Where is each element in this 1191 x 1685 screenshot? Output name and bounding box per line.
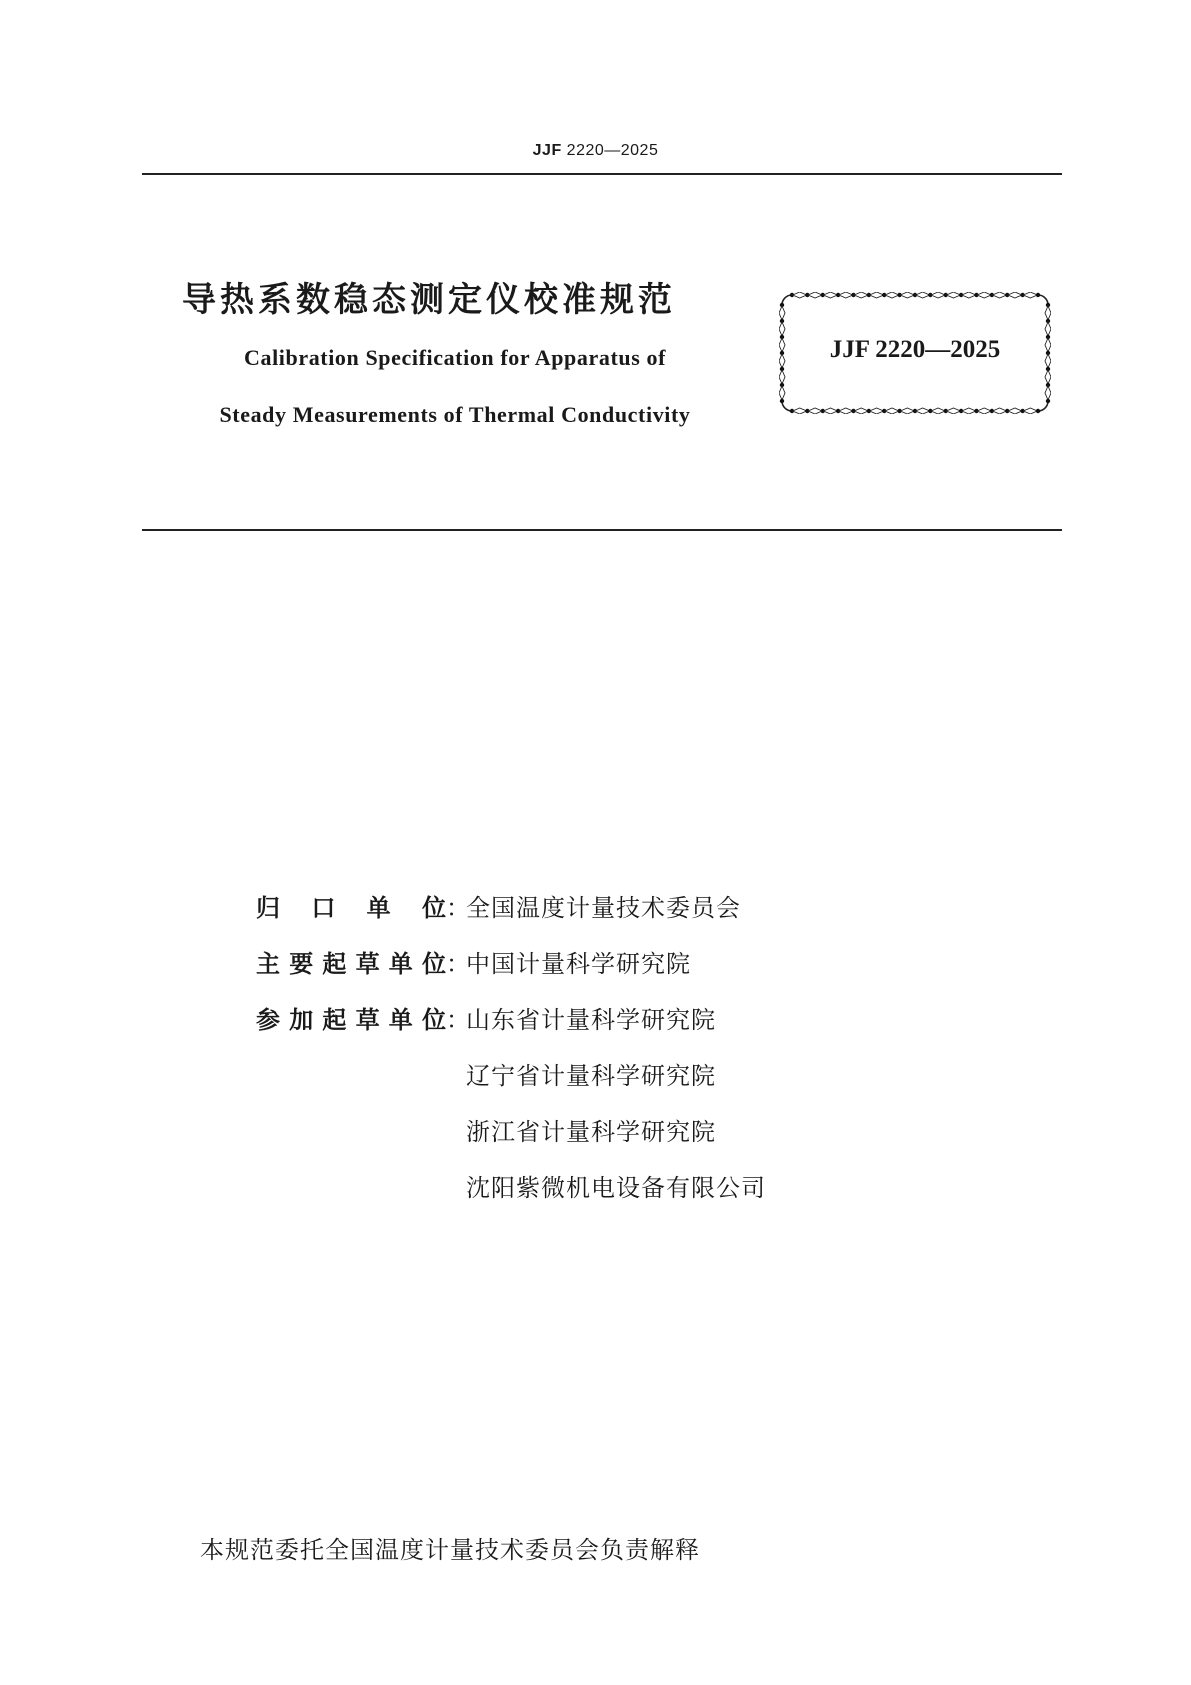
border-diamond: [1045, 322, 1051, 336]
unit-label-empty: [256, 1104, 446, 1160]
border-diamond: [900, 292, 914, 298]
unit-label: [256, 880, 446, 936]
border-diamond: [977, 292, 991, 298]
unit-value: 浙江省计量科学研究院: [466, 1118, 716, 1146]
border-diamond: [1045, 306, 1051, 320]
border-diamond: [931, 408, 945, 414]
unit-label-char: 单: [366, 894, 391, 922]
unit-label-empty: [256, 1048, 446, 1104]
border-diamond: [993, 408, 1007, 414]
unit-label-char: 主: [256, 950, 280, 978]
unit-label: [256, 936, 446, 992]
unit-row: [256, 880, 766, 936]
code-box: [779, 292, 1051, 414]
unit-label-char: 草: [355, 950, 380, 978]
border-diamond: [916, 292, 930, 298]
unit-colon: ：: [446, 1006, 470, 1034]
unit-label-char: 要: [289, 950, 314, 978]
unit-row: [256, 936, 766, 992]
unit-colon-empty: [446, 1160, 466, 1216]
unit-label-char: 起: [322, 950, 347, 978]
border-dot: [1036, 409, 1040, 413]
title-english-line1: Calibration Specification for Apparatus of: [243, 345, 667, 370]
unit-row: [256, 1104, 766, 1160]
unit-row: [256, 992, 766, 1048]
border-diamond: [870, 408, 884, 414]
border-diamond: [793, 292, 807, 298]
unit-label-char: 位: [421, 950, 446, 978]
footer-note: 本规范委托全国温度计量技术委员会负责解释: [200, 1536, 700, 1564]
top-rule: [142, 173, 1062, 175]
border-diamond: [793, 408, 807, 414]
border-diamond: [1045, 386, 1051, 400]
border-diamond: [839, 292, 853, 298]
border-diamond: [1023, 292, 1037, 298]
border-diamond: [779, 306, 785, 320]
title-chinese: 导热系数稳态测定仪校准规范: [182, 280, 676, 320]
unit-colon: ：: [446, 950, 470, 978]
unit-label-char: 单: [388, 950, 413, 978]
unit-value: 全国温度计量技术委员会: [466, 894, 741, 922]
unit-value: 中国计量科学研究院: [466, 950, 691, 978]
unit-colon-empty: [446, 1048, 466, 1104]
unit-label-char: 归: [256, 894, 280, 922]
unit-value: 沈阳紫微机电设备有限公司: [466, 1174, 766, 1202]
border-dot: [1046, 399, 1050, 403]
code-box-text: JJF 2220—2025: [829, 336, 1001, 363]
drafting-units: [256, 880, 766, 1216]
border-diamond: [808, 292, 822, 298]
border-diamond: [946, 292, 960, 298]
unit-label-char: 位: [421, 1006, 446, 1034]
border-diamond: [931, 292, 945, 298]
border-diamond: [854, 408, 868, 414]
title-english-line2: Steady Measurements of Thermal Conductivity: [219, 402, 691, 427]
unit-label-char: 草: [355, 1006, 380, 1034]
unit-value: 山东省计量科学研究院: [466, 1006, 716, 1034]
border-diamond: [854, 292, 868, 298]
border-diamond: [1023, 408, 1037, 414]
border-diamond: [839, 408, 853, 414]
border-diamond: [962, 408, 976, 414]
border-diamond: [916, 408, 930, 414]
unit-row: [256, 1160, 766, 1216]
unit-label-char: 口: [311, 894, 336, 922]
border-diamond: [946, 408, 960, 414]
unit-label-char: 参: [256, 1006, 280, 1034]
unit-label-char: 起: [322, 1006, 347, 1034]
border-diamond: [823, 292, 837, 298]
unit-label-empty: [256, 1160, 446, 1216]
border-diamond: [977, 408, 991, 414]
border-diamond: [962, 292, 976, 298]
unit-value: 辽宁省计量科学研究院: [466, 1062, 716, 1090]
border-dot: [780, 399, 784, 403]
border-diamond: [870, 292, 884, 298]
header-code: [0, 142, 1191, 160]
header-code-number: 2220—2025: [561, 142, 659, 159]
unit-label: [256, 992, 446, 1048]
border-diamond: [779, 322, 785, 336]
border-diamond: [808, 408, 822, 414]
border-diamond: [1008, 408, 1022, 414]
border-diamond: [993, 292, 1007, 298]
border-diamond: [779, 370, 785, 384]
header-code-prefix: JJF: [532, 142, 562, 159]
bottom-rule: [142, 529, 1062, 531]
border-diamond: [885, 292, 899, 298]
unit-label-char: 单: [388, 1006, 413, 1034]
border-diamond: [823, 408, 837, 414]
unit-colon: ：: [446, 894, 470, 922]
border-diamond: [1008, 292, 1022, 298]
unit-label-char: 加: [289, 1006, 314, 1034]
border-diamond: [779, 386, 785, 400]
border-diamond: [900, 408, 914, 414]
border-dot: [1036, 293, 1040, 297]
unit-colon-empty: [446, 1104, 466, 1160]
border-diamond: [1045, 370, 1051, 384]
unit-row: [256, 1048, 766, 1104]
border-diamond: [885, 408, 899, 414]
unit-label-char: 位: [421, 894, 446, 922]
